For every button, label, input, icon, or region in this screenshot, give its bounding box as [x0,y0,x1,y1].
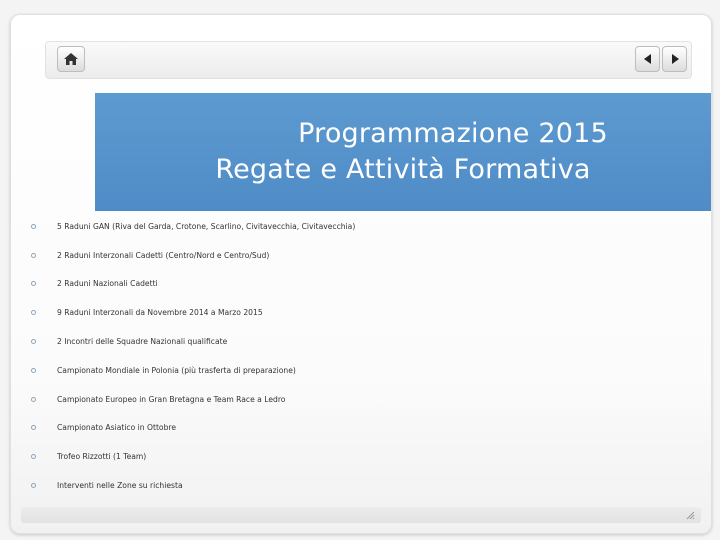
list-item [31,356,691,385]
bullet-text: Trofeo Rizzotti (1 Team) [57,452,147,462]
bullet-text: 2 Incontri delle Squadre Nazionali qualificate [57,337,228,347]
bullet-dot-icon [31,425,36,430]
navigation-toolbar [45,41,692,79]
bullet-text: 9 Raduni Interzonali da Novembre 2014 a Marzo 2015 [57,308,263,318]
bullet-text: Campionato Asiatico in Ottobre [57,423,177,433]
bullet-dot-icon [31,224,36,229]
bullet-text: Interventi nelle Zone su richiesta [57,481,183,491]
bottom-status-bar [21,507,701,523]
slide-title-line-1: Programmazione 2015 [298,118,608,149]
list-item [31,241,691,270]
list-item [31,270,691,299]
bullet-text: 5 Raduni GAN (Riva del Garda, Crotone, Scarlino, Civitavecchia, Civitavecchia) [57,221,356,231]
list-item [31,327,691,356]
next-slide-button[interactable] [662,46,687,72]
bullet-dot-icon [31,310,36,315]
list-item [31,212,691,241]
previous-slide-button[interactable] [635,46,660,72]
bullet-text: Campionato Europeo in Gran Bretagna e Team Race a Ledro [57,394,286,404]
list-item [31,385,691,414]
bullet-dot-icon [31,454,36,459]
list-item [31,298,691,327]
bullet-list [31,212,691,500]
triangle-left-icon [642,53,654,65]
list-item [31,471,691,500]
list-item [31,442,691,471]
slide [10,14,712,534]
bullet-dot-icon [31,253,36,258]
bullet-dot-icon [31,368,36,373]
resize-grip-icon[interactable] [685,510,695,520]
bullet-dot-icon [31,397,36,402]
bullet-dot-icon [31,483,36,488]
bullet-text: 2 Raduni Nazionali Cadetti [57,279,158,289]
slide-title-line-2: Regate e Attività Formativa [215,154,591,185]
list-item [31,414,691,443]
home-icon [63,52,79,66]
bullet-text: 2 Raduni Interzonali Cadetti (Centro/Nord e Centro/Sud) [57,250,270,260]
bullet-dot-icon [31,339,36,344]
slide-nav-group [635,46,687,72]
home-button[interactable] [57,46,85,72]
slide-title-band [95,93,711,211]
bullet-text: Campionato Mondiale in Polonia (più trasferta di preparazione) [57,365,296,375]
bullet-dot-icon [31,281,36,286]
triangle-right-icon [669,53,681,65]
